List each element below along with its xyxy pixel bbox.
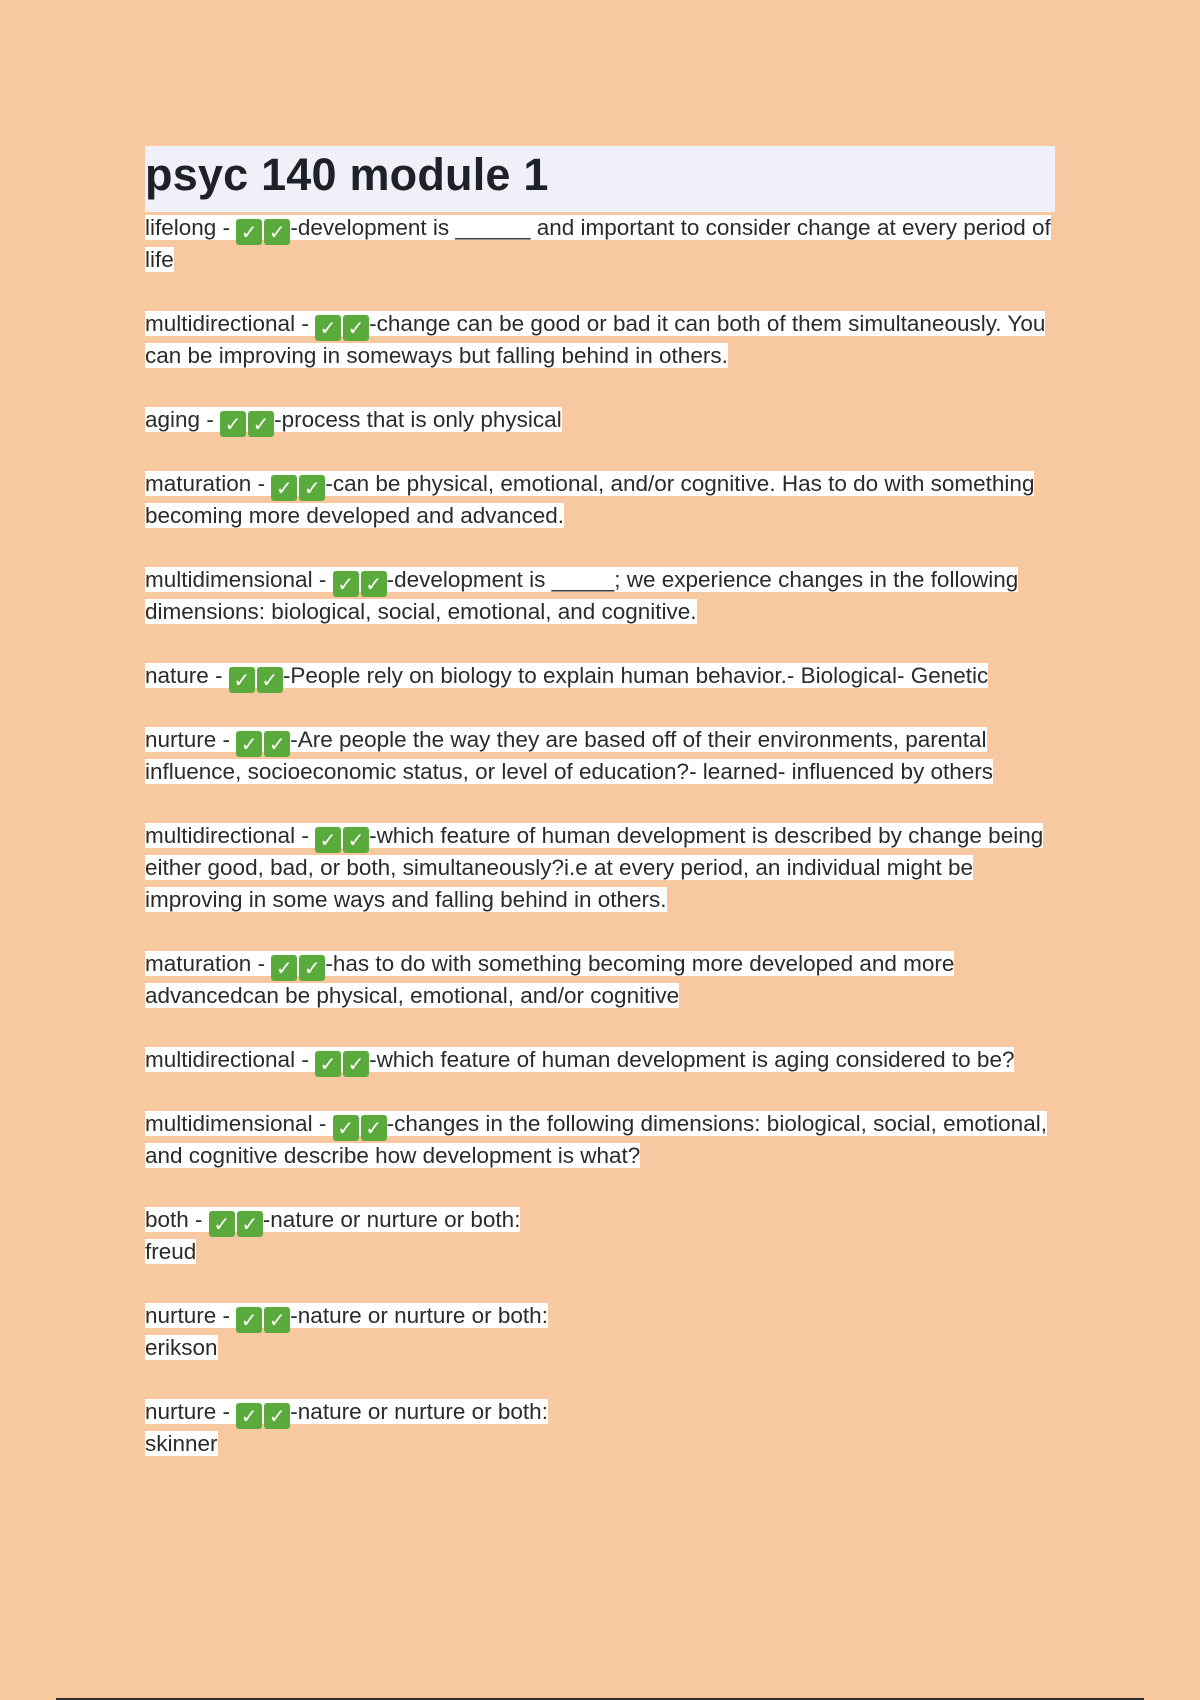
check-pair	[236, 216, 290, 242]
check-pair	[220, 408, 274, 434]
check-pair	[271, 472, 325, 498]
flashcard-entry	[145, 724, 1055, 788]
entry-text: nature - ✓ ✓ -People rely on biology to explain human behavior.- Biological- Genetic	[145, 663, 989, 692]
entry-text: multidirectional - ✓ ✓ -which feature of human development is described by change being either good, bad, or both, simultaneously?i.e at every period, an individual might be improving in some ways and falling behind in others.	[145, 823, 1044, 912]
checkmark-icon: ✓	[236, 219, 262, 245]
entry-definition: process that is only physical	[281, 407, 562, 432]
flashcard-entry	[145, 468, 1055, 532]
entry-text: maturation - ✓ ✓ -can be physical, emotional, and/or cognitive. Has to do with something becoming more developed and advanced.	[145, 471, 1035, 528]
checkmark-icon: ✓	[315, 1051, 341, 1077]
check-pair	[236, 1400, 290, 1426]
page-title: psyc 140 module 1	[145, 146, 1055, 212]
entry-definition: Are people the way they are based off of their environments, parental influence, socioeconomic status, or level of education?- learned- influenced by others	[145, 727, 993, 784]
entry-term: aging	[145, 407, 201, 432]
entry-definition: People rely on biology to explain human behavior.- Biological- Genetic	[290, 663, 989, 688]
entry-text: nurture - ✓ ✓ -nature or nurture or both:	[145, 1399, 548, 1428]
entry-text: multidimensional - ✓ ✓ -development is _____; we experience changes in the following dimensions: biological, social, emotional, and cognitive.	[145, 567, 1019, 624]
flashcard-list	[145, 212, 1055, 1460]
checkmark-icon: ✓	[264, 1307, 290, 1333]
checkmark-icon: ✓	[333, 1115, 359, 1141]
entry-term: multidimensional	[145, 1111, 313, 1136]
entry-answer-detail: erikson	[145, 1335, 218, 1360]
document-page	[145, 146, 1055, 1492]
check-pair	[236, 728, 290, 754]
entry-term: multidirectional	[145, 311, 296, 336]
entry-term: nurture	[145, 1399, 217, 1424]
checkmark-icon: ✓	[264, 731, 290, 757]
checkmark-icon: ✓	[299, 475, 325, 501]
entry-definition: nature or nurture or both:	[297, 1399, 548, 1424]
entry-text: multidirectional - ✓ ✓ -which feature of human development is aging considered to be?	[145, 1047, 1015, 1076]
entry-answer-detail: freud	[145, 1239, 197, 1264]
entry-text: lifelong - ✓ ✓ -development is ______ and important to consider change at every period of life	[145, 215, 1051, 272]
checkmark-icon: ✓	[248, 411, 274, 437]
entry-term: nurture	[145, 1303, 217, 1328]
check-pair	[333, 568, 387, 594]
flashcard-entry	[145, 1044, 1055, 1076]
entry-text: multidimensional - ✓ ✓ -changes in the following dimensions: biological, social, emotional, and cognitive describe how development is what?	[145, 1111, 1047, 1168]
entry-definition: change can be good or bad it can both of them simultaneously. You can be improving in someways but falling behind in others.	[145, 311, 1046, 368]
entry-answer-detail: skinner	[145, 1431, 218, 1456]
flashcard-entry	[145, 308, 1055, 372]
flashcard-entry	[145, 1204, 1055, 1268]
checkmark-icon: ✓	[315, 827, 341, 853]
entry-text: aging - ✓ ✓ -process that is only physical	[145, 407, 562, 436]
entry-text: multidirectional - ✓ ✓ -change can be good or bad it can both of them simultaneously. You can be improving in someways but falling behind in others.	[145, 311, 1046, 368]
check-pair	[315, 312, 369, 338]
entry-term: multidimensional	[145, 567, 313, 592]
check-pair	[315, 1048, 369, 1074]
entry-term: both	[145, 1207, 189, 1232]
checkmark-icon: ✓	[271, 475, 297, 501]
flashcard-entry	[145, 1396, 1055, 1460]
flashcard-entry	[145, 948, 1055, 1012]
entry-text: maturation - ✓ ✓ -has to do with something becoming more developed and more advancedcan be physical, emotional, and/or cognitive	[145, 951, 955, 1008]
check-pair	[315, 824, 369, 850]
checkmark-icon: ✓	[209, 1211, 235, 1237]
entry-definition: which feature of human development is described by change being either good, bad, or both, simultaneously?i.e at every period, an individual might be improving in some ways and falling behind in others.	[145, 823, 1044, 912]
checkmark-icon: ✓	[236, 731, 262, 757]
check-pair	[271, 952, 325, 978]
checkmark-icon: ✓	[333, 571, 359, 597]
entry-term: multidirectional	[145, 1047, 296, 1072]
entry-definition: which feature of human development is aging considered to be?	[376, 1047, 1015, 1072]
checkmark-icon: ✓	[236, 1403, 262, 1429]
entry-term: lifelong	[145, 215, 217, 240]
entry-text: nurture - ✓ ✓ -nature or nurture or both:	[145, 1303, 548, 1332]
entry-term: nurture	[145, 727, 217, 752]
checkmark-icon: ✓	[264, 1403, 290, 1429]
entry-term: nature	[145, 663, 209, 688]
checkmark-icon: ✓	[236, 1307, 262, 1333]
checkmark-icon: ✓	[343, 315, 369, 341]
entry-definition: nature or nurture or both:	[297, 1303, 548, 1328]
entry-definition: has to do with something becoming more developed and more advancedcan be physical, emotional, and/or cognitive	[145, 951, 955, 1008]
checkmark-icon: ✓	[299, 955, 325, 981]
entry-term: maturation	[145, 471, 252, 496]
entry-definition: nature or nurture or both:	[270, 1207, 521, 1232]
check-pair	[209, 1208, 263, 1234]
checkmark-icon: ✓	[343, 827, 369, 853]
checkmark-icon: ✓	[264, 219, 290, 245]
flashcard-entry	[145, 1108, 1055, 1172]
checkmark-icon: ✓	[361, 1115, 387, 1141]
flashcard-entry	[145, 212, 1055, 276]
checkmark-icon: ✓	[220, 411, 246, 437]
entry-term: maturation	[145, 951, 252, 976]
checkmark-icon: ✓	[229, 667, 255, 693]
check-pair	[236, 1304, 290, 1330]
entry-text: nurture - ✓ ✓ -Are people the way they are based off of their environments, parental influence, socioeconomic status, or level of education?- learned- influenced by others	[145, 727, 993, 784]
flashcard-entry	[145, 1300, 1055, 1364]
checkmark-icon: ✓	[343, 1051, 369, 1077]
checkmark-icon: ✓	[271, 955, 297, 981]
flashcard-entry	[145, 404, 1055, 436]
flashcard-entry	[145, 820, 1055, 916]
check-pair	[229, 664, 283, 690]
entry-definition: development is _____; we experience changes in the following dimensions: biological, social, emotional, and cognitive.	[145, 567, 1019, 624]
check-pair	[333, 1112, 387, 1138]
checkmark-icon: ✓	[257, 667, 283, 693]
checkmark-icon: ✓	[361, 571, 387, 597]
checkmark-icon: ✓	[237, 1211, 263, 1237]
entry-term: multidirectional	[145, 823, 296, 848]
entry-text: both - ✓ ✓ -nature or nurture or both:	[145, 1207, 521, 1236]
entry-definition: development is ______ and important to consider change at every period of life	[145, 215, 1051, 272]
flashcard-entry	[145, 660, 1055, 692]
checkmark-icon: ✓	[315, 315, 341, 341]
flashcard-entry	[145, 564, 1055, 628]
entry-definition: can be physical, emotional, and/or cognitive. Has to do with something becoming more developed and advanced.	[145, 471, 1035, 528]
entry-definition: changes in the following dimensions: biological, social, emotional, and cognitive describe how development is what?	[145, 1111, 1047, 1168]
